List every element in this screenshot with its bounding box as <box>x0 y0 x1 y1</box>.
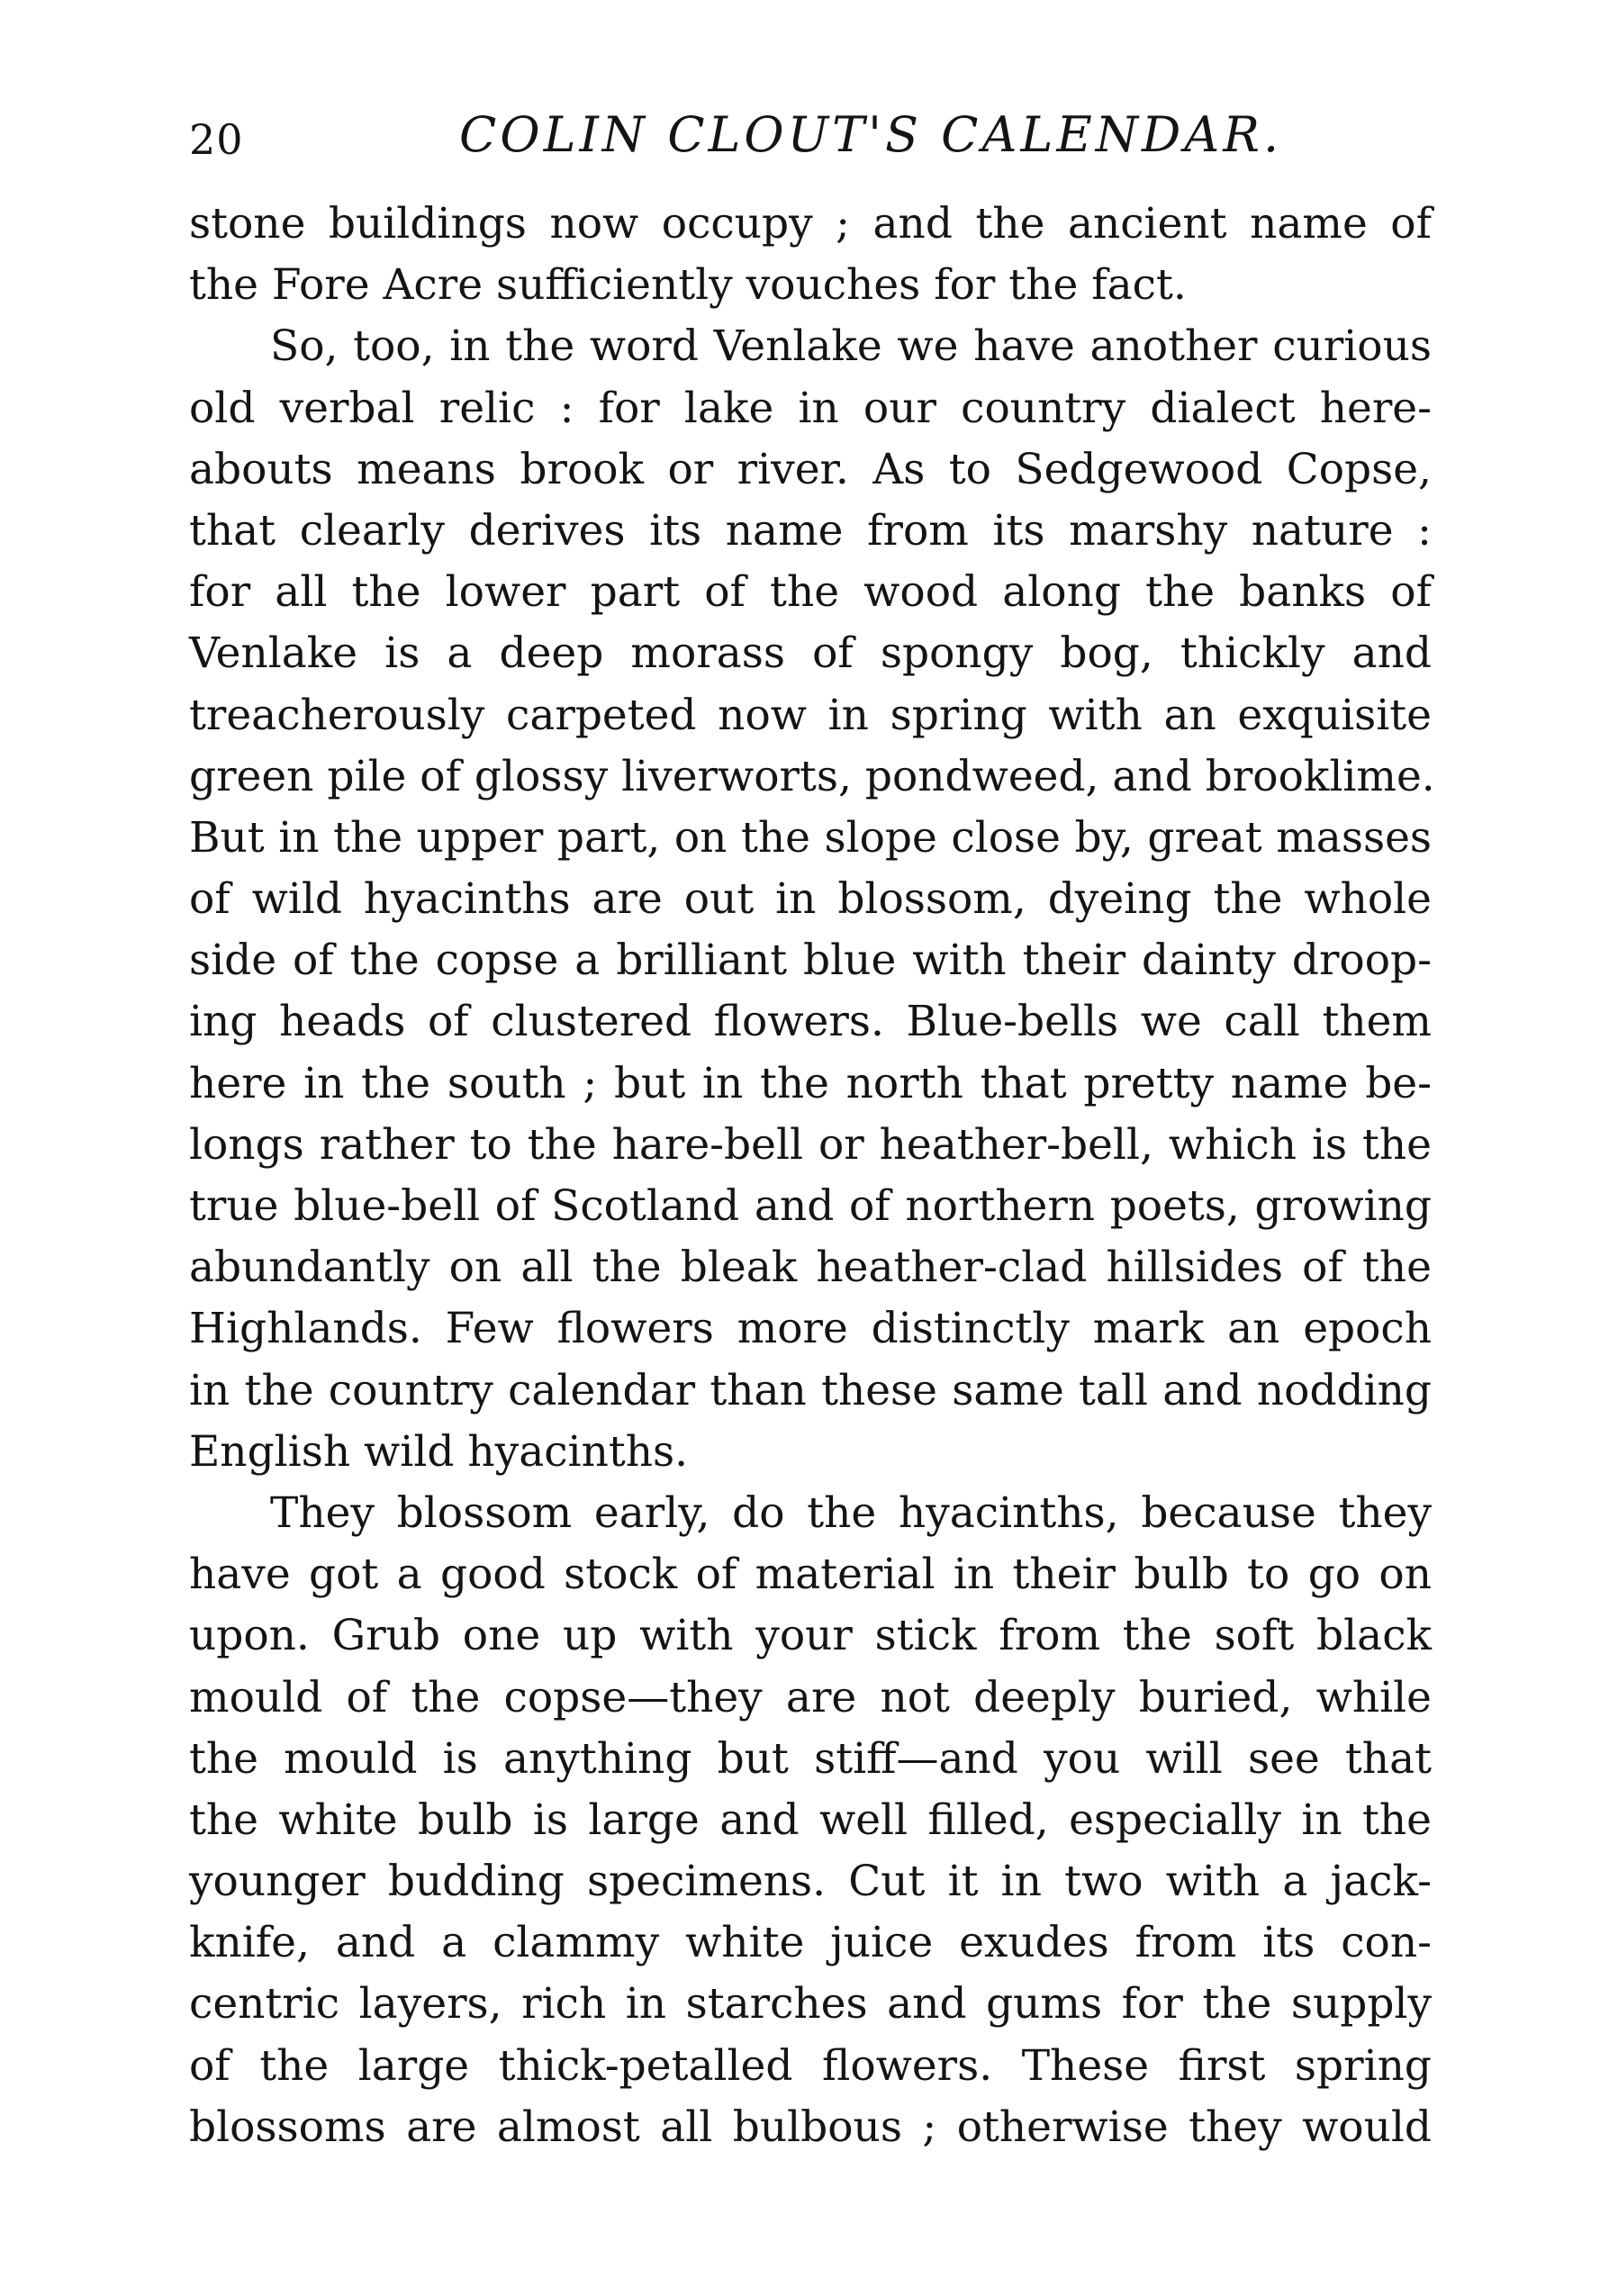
text-line: for all the lower part of the wood along the banks of <box>189 567 1432 618</box>
text-line: stone buildings now occupy ; and the ancient name of <box>189 199 1432 249</box>
text-line: the Fore Acre sufficiently vouches for the fact. <box>189 260 1187 311</box>
text-line: true blue-bell of Scotland and of northern poets, growing <box>189 1181 1432 1231</box>
text-line: Venlake is a deep morass of spongy bog, thickly and <box>189 628 1432 679</box>
text-line: blossoms are almost all bulbous ; otherwise they would <box>189 2102 1432 2152</box>
page-number: 20 <box>189 115 244 164</box>
text-line: that clearly derives its name from its marshy nature : <box>189 505 1432 556</box>
body-text <box>189 194 1435 2158</box>
text-line: Highlands. Few flowers more distinctly mark an epoch <box>189 1304 1432 1354</box>
text-line: of wild hyacinths are out in blossom, dyeing the whole <box>189 874 1432 925</box>
text-line: So, too, in the word Venlake we have another curious <box>270 321 1432 372</box>
text-line: younger budding specimens. Cut it in two with a jack- <box>189 1857 1432 1907</box>
running-title: COLIN CLOUT'S CALENDAR. <box>459 106 1283 163</box>
text-line: mould of the copse—they are not deeply buried, while <box>189 1672 1432 1722</box>
text-line: the mould is anything but stiff—and you will see that <box>189 1733 1432 1784</box>
text-line: in the country calendar than these same tall and nodding <box>189 1365 1432 1415</box>
text-line: here in the south ; but in the north that pretty name be- <box>189 1058 1432 1108</box>
text-line: longs rather to the hare-bell or heather-bell, which is the <box>189 1119 1432 1170</box>
text-line: old verbal relic : for lake in our country dialect here- <box>189 383 1432 433</box>
text-line: green pile of glossy liverworts, pondweed, and brooklime. <box>189 751 1435 801</box>
text-line: They blossom early, do the hyacinths, because they <box>270 1487 1432 1538</box>
text-line: upon. Grub one up with your stick from the soft black <box>189 1611 1432 1661</box>
text-line: abouts means brook or river. As to Sedgewood Copse, <box>189 444 1432 494</box>
text-line: ing heads of clustered flowers. Blue-bells we call them <box>189 997 1432 1047</box>
running-head <box>189 106 1432 178</box>
text-line: of the large thick-petalled flowers. These first spring <box>189 2040 1432 2091</box>
text-line: abundantly on all the bleak heather-clad hillsides of the <box>189 1243 1432 1293</box>
text-line: English wild hyacinths. <box>189 1426 689 1477</box>
text-line: treacherously carpeted now in spring with an exquisite <box>189 690 1432 740</box>
text-line: have got a good stock of material in their bulb to go on <box>189 1550 1432 1600</box>
text-line: the white bulb is large and well filled, especially in the <box>189 1794 1432 1845</box>
text-line: side of the copse a brilliant blue with their dainty droop- <box>189 936 1432 986</box>
text-line: knife, and a clammy white juice exudes from its con- <box>189 1918 1432 1968</box>
text-line: But in the upper part, on the slope close by, great masses <box>189 812 1432 863</box>
text-line: centric layers, rich in starches and gums for the supply <box>189 1979 1432 2029</box>
